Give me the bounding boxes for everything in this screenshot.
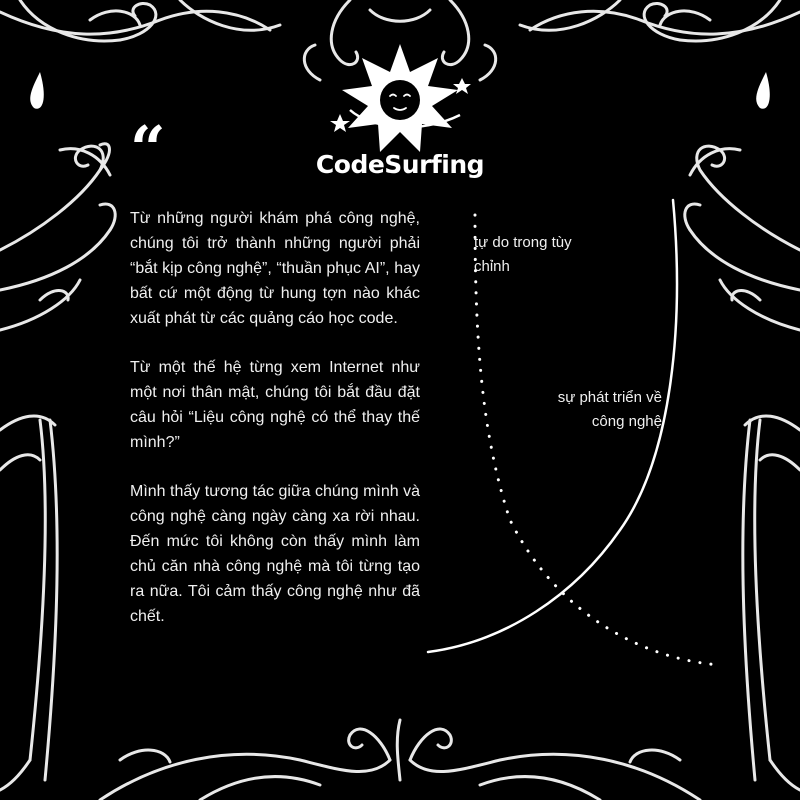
dotted-curve	[475, 215, 720, 665]
ornament-left-pillar	[0, 416, 57, 790]
paragraph: Từ một thế hệ từng xem Internet như một nơi thân mật, chúng tôi bắt đầu đặt câu hỏi “Liệu công nghệ có thể thay thế mình?”	[130, 359, 420, 451]
dotted-curve-label: tự do trong tùy chỉnh	[474, 234, 572, 275]
body-text	[130, 206, 420, 653]
teardrop-right-icon	[756, 72, 770, 109]
paragraph: Mình thấy tương tác giữa chúng mình và công nghệ càng ngày càng xa rời nhau. Đến mức tôi không còn thấy mình làm chủ căn nhà công nghệ mà tôi từng tạo ra nữa. Tôi cảm thấy công nghệ như đã chết.	[130, 483, 420, 625]
ornament-right-pillar	[743, 416, 800, 790]
ornament-left-scroll	[0, 144, 115, 330]
brand-logo-text: CodeSurfing	[315, 150, 485, 179]
teardrop-left-icon	[30, 72, 44, 109]
paragraph: Từ những người khám phá công nghệ, chúng tôi trở thành những người phải “bắt kịp công nghệ”, “thuần phục AI”, hay bất cứ một động từ hung tợn nào khác xuất phát từ các quảng cáo học code.	[130, 210, 420, 327]
ornament-top-right	[520, 0, 800, 41]
ornament-top-left	[0, 0, 280, 41]
quote-mark: “	[130, 112, 166, 185]
solid-curve-label: sự phát triển về công nghệ	[557, 389, 662, 430]
ornament-bottom	[100, 720, 700, 800]
ornament-right-scroll	[685, 146, 800, 330]
